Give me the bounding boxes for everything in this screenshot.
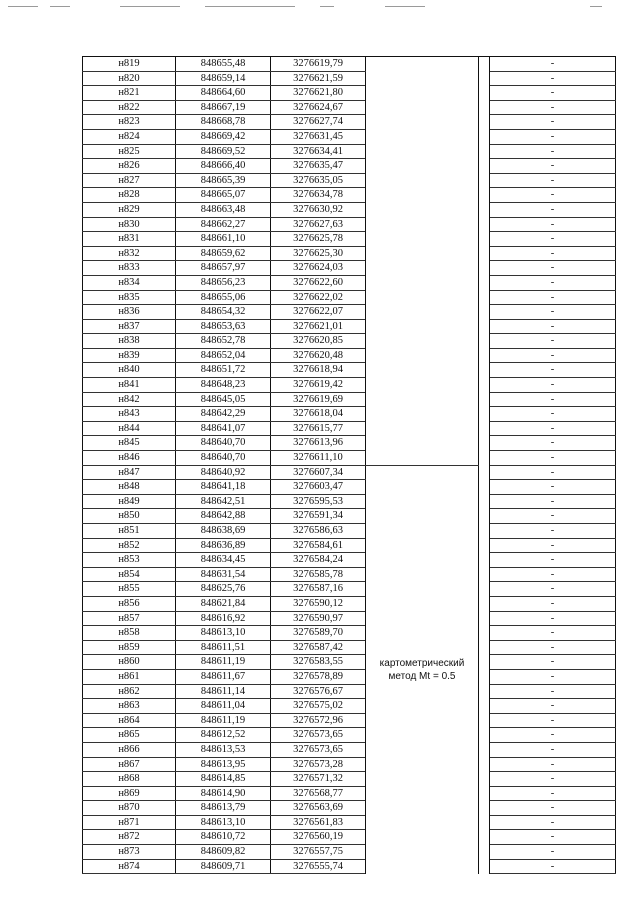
x-coordinate-cell: 848613,10: [176, 626, 271, 641]
x-coordinate-cell: 848611,04: [176, 699, 271, 714]
point-name-cell: н863: [83, 699, 176, 714]
accuracy-cell: -: [490, 582, 616, 597]
y-coordinate-cell: 3276611,10: [271, 451, 366, 466]
table-row: [83, 202, 616, 217]
table-row: [83, 655, 616, 670]
point-name-cell: н853: [83, 553, 176, 568]
x-coordinate-cell: 848613,79: [176, 801, 271, 816]
accuracy-cell: -: [490, 699, 616, 714]
x-coordinate-cell: 848659,14: [176, 71, 271, 86]
x-coordinate-cell: 848665,39: [176, 173, 271, 188]
y-coordinate-cell: 3276624,67: [271, 100, 366, 115]
x-coordinate-cell: 848611,51: [176, 640, 271, 655]
accuracy-cell: -: [490, 713, 616, 728]
accuracy-cell: -: [490, 728, 616, 743]
x-coordinate-cell: 848611,19: [176, 655, 271, 670]
accuracy-cell: -: [490, 538, 616, 553]
x-coordinate-cell: 848610,72: [176, 830, 271, 845]
y-coordinate-cell: 3276587,16: [271, 582, 366, 597]
y-coordinate-cell: 3276634,78: [271, 188, 366, 203]
x-coordinate-cell: 848655,06: [176, 290, 271, 305]
table-row: [83, 451, 616, 466]
table-row: [83, 640, 616, 655]
point-name-cell: н851: [83, 524, 176, 539]
y-coordinate-cell: 3276584,61: [271, 538, 366, 553]
point-name-cell: н854: [83, 567, 176, 582]
table-row: [83, 509, 616, 524]
table-row: [83, 596, 616, 611]
accuracy-cell: -: [490, 392, 616, 407]
x-coordinate-cell: 848613,10: [176, 815, 271, 830]
x-coordinate-cell: 848648,23: [176, 378, 271, 393]
point-name-cell: н835: [83, 290, 176, 305]
accuracy-cell: -: [490, 261, 616, 276]
point-name-cell: н844: [83, 421, 176, 436]
point-name-cell: н856: [83, 596, 176, 611]
y-coordinate-cell: 3276621,59: [271, 71, 366, 86]
point-name-cell: н868: [83, 772, 176, 787]
x-coordinate-cell: 848662,27: [176, 217, 271, 232]
x-coordinate-cell: 848616,92: [176, 611, 271, 626]
table-row: [83, 626, 616, 641]
y-coordinate-cell: 3276619,42: [271, 378, 366, 393]
accuracy-cell: -: [490, 845, 616, 860]
y-coordinate-cell: 3276573,65: [271, 742, 366, 757]
table-row: [83, 392, 616, 407]
table-row: [83, 86, 616, 101]
y-coordinate-cell: 3276595,53: [271, 494, 366, 509]
accuracy-cell: -: [490, 217, 616, 232]
y-coordinate-cell: 3276618,04: [271, 407, 366, 422]
table-row: [83, 319, 616, 334]
x-coordinate-cell: 848612,52: [176, 728, 271, 743]
x-coordinate-cell: 848614,90: [176, 786, 271, 801]
y-coordinate-cell: 3276571,32: [271, 772, 366, 787]
x-coordinate-cell: 848652,78: [176, 334, 271, 349]
point-name-cell: н848: [83, 480, 176, 495]
y-coordinate-cell: 3276560,19: [271, 830, 366, 845]
table-row: [83, 538, 616, 553]
y-coordinate-cell: 3276573,28: [271, 757, 366, 772]
accuracy-cell: -: [490, 815, 616, 830]
y-coordinate-cell: 3276620,48: [271, 348, 366, 363]
point-name-cell: н874: [83, 859, 176, 874]
y-coordinate-cell: 3276587,42: [271, 640, 366, 655]
table-row: [83, 407, 616, 422]
scan-noise-strip: [0, 0, 640, 14]
y-coordinate-cell: 3276561,83: [271, 815, 366, 830]
table-row: [83, 845, 616, 860]
table-row: [83, 232, 616, 247]
y-coordinate-cell: 3276619,69: [271, 392, 366, 407]
x-coordinate-cell: 848642,88: [176, 509, 271, 524]
y-coordinate-cell: 3276630,92: [271, 202, 366, 217]
y-coordinate-cell: 3276607,34: [271, 465, 366, 480]
point-name-cell: н871: [83, 815, 176, 830]
x-coordinate-cell: 848621,84: [176, 596, 271, 611]
point-name-cell: н836: [83, 305, 176, 320]
point-name-cell: н850: [83, 509, 176, 524]
point-name-cell: н832: [83, 246, 176, 261]
y-coordinate-cell: 3276621,80: [271, 86, 366, 101]
y-coordinate-cell: 3276620,85: [271, 334, 366, 349]
accuracy-cell: -: [490, 378, 616, 393]
table-row: [83, 217, 616, 232]
x-coordinate-cell: 848636,89: [176, 538, 271, 553]
x-coordinate-cell: 848664,60: [176, 86, 271, 101]
y-coordinate-cell: 3276555,74: [271, 859, 366, 874]
accuracy-cell: -: [490, 451, 616, 466]
point-name-cell: н846: [83, 451, 176, 466]
y-coordinate-cell: 3276590,97: [271, 611, 366, 626]
accuracy-cell: -: [490, 57, 616, 72]
table-row: [83, 275, 616, 290]
y-coordinate-cell: 3276625,30: [271, 246, 366, 261]
accuracy-cell: -: [490, 363, 616, 378]
y-coordinate-cell: 3276557,75: [271, 845, 366, 860]
point-name-cell: н842: [83, 392, 176, 407]
y-coordinate-cell: 3276586,63: [271, 524, 366, 539]
accuracy-cell: -: [490, 246, 616, 261]
accuracy-cell: -: [490, 480, 616, 495]
x-coordinate-cell: 848613,95: [176, 757, 271, 772]
x-coordinate-cell: 848611,14: [176, 684, 271, 699]
y-coordinate-cell: 3276619,79: [271, 57, 366, 72]
point-name-cell: н831: [83, 232, 176, 247]
point-name-cell: н838: [83, 334, 176, 349]
point-name-cell: н830: [83, 217, 176, 232]
table-row: [83, 524, 616, 539]
y-coordinate-cell: 3276591,34: [271, 509, 366, 524]
table-row: [83, 436, 616, 451]
table-row: [83, 742, 616, 757]
table-row: [83, 728, 616, 743]
point-name-cell: н861: [83, 669, 176, 684]
accuracy-cell: -: [490, 407, 616, 422]
accuracy-cell: -: [490, 290, 616, 305]
accuracy-cell: -: [490, 115, 616, 130]
table-row: [83, 786, 616, 801]
point-name-cell: н865: [83, 728, 176, 743]
y-coordinate-cell: 3276563,69: [271, 801, 366, 816]
accuracy-cell: -: [490, 859, 616, 874]
table-row: [83, 290, 616, 305]
y-coordinate-cell: 3276635,47: [271, 159, 366, 174]
point-name-cell: н834: [83, 275, 176, 290]
y-coordinate-cell: 3276627,74: [271, 115, 366, 130]
accuracy-cell: -: [490, 757, 616, 772]
point-name-cell: н857: [83, 611, 176, 626]
accuracy-cell: -: [490, 436, 616, 451]
table-row: [83, 830, 616, 845]
y-coordinate-cell: 3276573,65: [271, 728, 366, 743]
x-coordinate-cell: 848654,32: [176, 305, 271, 320]
table-row: [83, 348, 616, 363]
y-coordinate-cell: 3276631,45: [271, 129, 366, 144]
point-name-cell: н855: [83, 582, 176, 597]
y-coordinate-cell: 3276575,02: [271, 699, 366, 714]
point-name-cell: н839: [83, 348, 176, 363]
x-coordinate-cell: 848655,48: [176, 57, 271, 72]
x-coordinate-cell: 848631,54: [176, 567, 271, 582]
accuracy-cell: -: [490, 524, 616, 539]
table-row: [83, 115, 616, 130]
accuracy-cell: -: [490, 655, 616, 670]
accuracy-cell: -: [490, 188, 616, 203]
accuracy-cell: -: [490, 611, 616, 626]
point-name-cell: н824: [83, 129, 176, 144]
point-name-cell: н873: [83, 845, 176, 860]
point-name-cell: н860: [83, 655, 176, 670]
y-coordinate-cell: 3276578,89: [271, 669, 366, 684]
y-coordinate-cell: 3276613,96: [271, 436, 366, 451]
table-row: [83, 71, 616, 86]
accuracy-cell: -: [490, 596, 616, 611]
point-name-cell: н864: [83, 713, 176, 728]
x-coordinate-cell: 848666,40: [176, 159, 271, 174]
point-name-cell: н837: [83, 319, 176, 334]
x-coordinate-cell: 848657,97: [176, 261, 271, 276]
table-row: [83, 378, 616, 393]
point-name-cell: н821: [83, 86, 176, 101]
method-label-line: метод Mt = 0.5: [388, 670, 456, 682]
point-name-cell: н828: [83, 188, 176, 203]
y-coordinate-cell: 3276584,24: [271, 553, 366, 568]
table-row: [83, 669, 616, 684]
point-name-cell: н859: [83, 640, 176, 655]
x-coordinate-cell: 848656,23: [176, 275, 271, 290]
accuracy-cell: -: [490, 159, 616, 174]
table-row: [83, 611, 616, 626]
table-row: [83, 421, 616, 436]
point-name-cell: н866: [83, 742, 176, 757]
x-coordinate-cell: 848669,52: [176, 144, 271, 159]
accuracy-cell: -: [490, 494, 616, 509]
accuracy-cell: -: [490, 567, 616, 582]
table-row: [83, 100, 616, 115]
table-row: [83, 129, 616, 144]
point-name-cell: н841: [83, 378, 176, 393]
method-label-line: картометрический: [379, 657, 465, 669]
accuracy-cell: -: [490, 553, 616, 568]
point-name-cell: н820: [83, 71, 176, 86]
y-coordinate-cell: 3276621,01: [271, 319, 366, 334]
x-coordinate-cell: 848645,05: [176, 392, 271, 407]
point-name-cell: н847: [83, 465, 176, 480]
method-cell: [366, 465, 479, 874]
point-name-cell: н870: [83, 801, 176, 816]
y-coordinate-cell: 3276583,55: [271, 655, 366, 670]
x-coordinate-cell: 848611,19: [176, 713, 271, 728]
y-coordinate-cell: 3276572,96: [271, 713, 366, 728]
x-coordinate-cell: 848642,29: [176, 407, 271, 422]
y-coordinate-cell: 3276590,12: [271, 596, 366, 611]
accuracy-cell: -: [490, 465, 616, 480]
point-name-cell: н849: [83, 494, 176, 509]
x-coordinate-cell: 848625,76: [176, 582, 271, 597]
x-coordinate-cell: 848641,07: [176, 421, 271, 436]
point-name-cell: н827: [83, 173, 176, 188]
table-row: [83, 494, 616, 509]
x-coordinate-cell: 848663,48: [176, 202, 271, 217]
point-name-cell: н872: [83, 830, 176, 845]
point-name-cell: н869: [83, 786, 176, 801]
table-row: [83, 801, 616, 816]
x-coordinate-cell: 848667,19: [176, 100, 271, 115]
table-row: [83, 465, 616, 480]
y-coordinate-cell: 3276624,03: [271, 261, 366, 276]
accuracy-cell: -: [490, 786, 616, 801]
table-row: [83, 363, 616, 378]
y-coordinate-cell: 3276576,67: [271, 684, 366, 699]
coordinates-table: [82, 56, 616, 874]
table-row: [83, 480, 616, 495]
accuracy-cell: -: [490, 173, 616, 188]
y-coordinate-cell: 3276634,41: [271, 144, 366, 159]
table-row: [83, 772, 616, 787]
accuracy-cell: -: [490, 626, 616, 641]
accuracy-cell: -: [490, 742, 616, 757]
accuracy-cell: -: [490, 305, 616, 320]
point-name-cell: н858: [83, 626, 176, 641]
x-coordinate-cell: 848609,71: [176, 859, 271, 874]
accuracy-cell: -: [490, 801, 616, 816]
coordinates-table-body: [83, 57, 616, 874]
x-coordinate-cell: 848638,69: [176, 524, 271, 539]
accuracy-cell: -: [490, 100, 616, 115]
accuracy-cell: -: [490, 129, 616, 144]
table-row: [83, 188, 616, 203]
table-row: [83, 305, 616, 320]
x-coordinate-cell: 848640,70: [176, 436, 271, 451]
table-row: [83, 57, 616, 72]
x-coordinate-cell: 848669,42: [176, 129, 271, 144]
y-coordinate-cell: 3276622,02: [271, 290, 366, 305]
table-row: [83, 859, 616, 874]
y-coordinate-cell: 3276568,77: [271, 786, 366, 801]
point-name-cell: н829: [83, 202, 176, 217]
table-row: [83, 699, 616, 714]
x-coordinate-cell: 848652,04: [176, 348, 271, 363]
table-row: [83, 713, 616, 728]
point-name-cell: н867: [83, 757, 176, 772]
point-name-cell: н852: [83, 538, 176, 553]
x-coordinate-cell: 848609,82: [176, 845, 271, 860]
accuracy-cell: -: [490, 334, 616, 349]
accuracy-cell: -: [490, 319, 616, 334]
table-row: [83, 261, 616, 276]
table-row: [83, 684, 616, 699]
table-row: [83, 334, 616, 349]
table-row: [83, 173, 616, 188]
point-name-cell: н843: [83, 407, 176, 422]
x-coordinate-cell: 848641,18: [176, 480, 271, 495]
y-coordinate-cell: 3276585,78: [271, 567, 366, 582]
table-row: [83, 815, 616, 830]
x-coordinate-cell: 848659,62: [176, 246, 271, 261]
y-coordinate-cell: 3276627,63: [271, 217, 366, 232]
point-name-cell: н819: [83, 57, 176, 72]
x-coordinate-cell: 848668,78: [176, 115, 271, 130]
column-separator: [479, 57, 490, 874]
accuracy-cell: -: [490, 669, 616, 684]
x-coordinate-cell: 848640,70: [176, 451, 271, 466]
y-coordinate-cell: 3276603,47: [271, 480, 366, 495]
accuracy-cell: -: [490, 684, 616, 699]
point-name-cell: н833: [83, 261, 176, 276]
y-coordinate-cell: 3276625,78: [271, 232, 366, 247]
table-row: [83, 582, 616, 597]
accuracy-cell: -: [490, 640, 616, 655]
x-coordinate-cell: 848634,45: [176, 553, 271, 568]
accuracy-cell: -: [490, 509, 616, 524]
table-row: [83, 246, 616, 261]
accuracy-cell: -: [490, 772, 616, 787]
x-coordinate-cell: 848614,85: [176, 772, 271, 787]
accuracy-cell: -: [490, 144, 616, 159]
y-coordinate-cell: 3276589,70: [271, 626, 366, 641]
accuracy-cell: -: [490, 86, 616, 101]
point-name-cell: н822: [83, 100, 176, 115]
accuracy-cell: -: [490, 830, 616, 845]
table-row: [83, 567, 616, 582]
table-row: [83, 757, 616, 772]
y-coordinate-cell: 3276622,60: [271, 275, 366, 290]
point-name-cell: н826: [83, 159, 176, 174]
x-coordinate-cell: 848611,67: [176, 669, 271, 684]
table-row: [83, 553, 616, 568]
y-coordinate-cell: 3276615,77: [271, 421, 366, 436]
point-name-cell: н845: [83, 436, 176, 451]
accuracy-cell: -: [490, 275, 616, 290]
accuracy-cell: -: [490, 232, 616, 247]
accuracy-cell: -: [490, 348, 616, 363]
y-coordinate-cell: 3276635,05: [271, 173, 366, 188]
table-row: [83, 159, 616, 174]
point-name-cell: н825: [83, 144, 176, 159]
point-name-cell: н823: [83, 115, 176, 130]
method-cell-upper: [366, 57, 479, 466]
x-coordinate-cell: 848651,72: [176, 363, 271, 378]
point-name-cell: н840: [83, 363, 176, 378]
x-coordinate-cell: 848642,51: [176, 494, 271, 509]
x-coordinate-cell: 848640,92: [176, 465, 271, 480]
accuracy-cell: -: [490, 421, 616, 436]
y-coordinate-cell: 3276622,07: [271, 305, 366, 320]
x-coordinate-cell: 848661,10: [176, 232, 271, 247]
table-row: [83, 144, 616, 159]
accuracy-cell: -: [490, 202, 616, 217]
x-coordinate-cell: 848653,63: [176, 319, 271, 334]
x-coordinate-cell: 848613,53: [176, 742, 271, 757]
accuracy-cell: -: [490, 71, 616, 86]
point-name-cell: н862: [83, 684, 176, 699]
x-coordinate-cell: 848665,07: [176, 188, 271, 203]
y-coordinate-cell: 3276618,94: [271, 363, 366, 378]
